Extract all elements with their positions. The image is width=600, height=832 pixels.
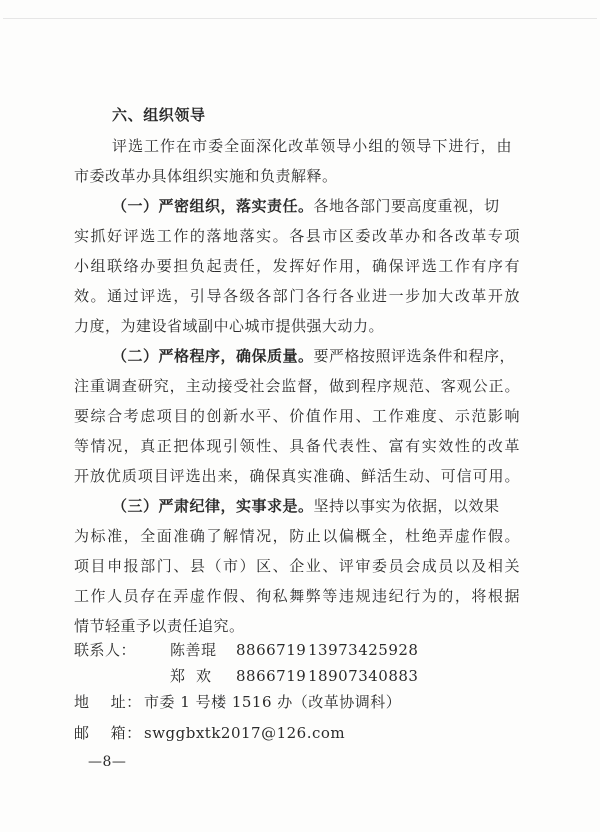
intro-line-2: 市委改革办具体组织实施和负责解释。 bbox=[74, 167, 338, 185]
item-2-line: 开放优质项目评选出来，确保真实准确、鲜活生动、可信可用。 bbox=[74, 467, 520, 485]
item-2-line: 注重调查研究，主动接受社会监督，做到程序规范、客观公正。 bbox=[74, 377, 520, 395]
email-row bbox=[74, 723, 345, 743]
contact-label: 联系人： bbox=[74, 641, 137, 659]
contact-phone: 8866719 bbox=[236, 667, 307, 685]
item-1-line: 小组联络办要担负起责任，发挥好作用，确保评选工作有序有 bbox=[74, 257, 520, 275]
item-3-first-line bbox=[112, 496, 520, 516]
contact-row-1 bbox=[74, 640, 418, 660]
contact-mobile: 18907340883 bbox=[308, 667, 419, 685]
contact-phone: 8866719 bbox=[236, 641, 307, 659]
email-label: 邮 箱： bbox=[74, 724, 142, 742]
address-value: 市委 1 号楼 1516 办（改革协调科） bbox=[144, 693, 402, 711]
item-1-line: 效。通过评选，引导各级各部门各行各业进一步加大改革开放 bbox=[74, 287, 520, 305]
intro-line-1: 评选工作在市委全面深化改革领导小组的领导下进行，由 bbox=[112, 137, 512, 155]
item-1-title: （一）严密组织，落实责任。 bbox=[112, 197, 314, 215]
item-2-first-line-text: 要严格按照评选条件和程序， bbox=[313, 347, 516, 365]
item-2-title: （二）严格程序，确保质量。 bbox=[112, 347, 314, 365]
contact-row-2 bbox=[170, 666, 418, 686]
item-1-first-line bbox=[112, 196, 520, 216]
item-3-line: 工作人员存在弄虚作假、徇私舞弊等违规违纪行为的，将根据 bbox=[74, 587, 520, 605]
item-1-line: 力度，为建设省域副中心城市提供强大动力。 bbox=[74, 317, 385, 335]
item-2-line: 等情况，真正把体现引领性、具备代表性、富有实效性的改革 bbox=[74, 437, 520, 455]
item-3-line: 为标准，全面准确了解情况，防止以偏概全，杜绝弄虚作假。 bbox=[74, 527, 520, 545]
item-2-first-line bbox=[112, 346, 520, 366]
address-row bbox=[74, 692, 401, 712]
item-3-line: 项目申报部门、县（市）区、企业、评审委员会成员以及相关 bbox=[74, 557, 520, 575]
item-1-line: 实抓好评选工作的落地落实。各县市区委改革办和各改革专项 bbox=[74, 227, 520, 245]
contact-name: 郑 欢 bbox=[170, 667, 212, 685]
item-2-line: 要综合考虑项目的创新水平、价值作用、工作难度、示范影响 bbox=[74, 407, 520, 425]
item-3-first-line-text: 坚持以事实为依据，以效果 bbox=[313, 497, 500, 515]
address-label: 地 址： bbox=[74, 693, 142, 711]
section-heading: 六、组织领导 bbox=[112, 106, 206, 124]
item-3-line: 情节轻重予以责任追究。 bbox=[74, 617, 245, 635]
item-1-first-line-text: 各地各部门要高度重视，切 bbox=[313, 197, 500, 215]
item-3-title: （三）严肃纪律，实事求是。 bbox=[112, 497, 314, 515]
contact-mobile: 13973425928 bbox=[308, 641, 419, 659]
page-number: —8— bbox=[88, 754, 127, 770]
contact-name: 陈善琨 bbox=[170, 641, 217, 659]
email-value: swggbxtk2017@126.com bbox=[144, 724, 346, 742]
